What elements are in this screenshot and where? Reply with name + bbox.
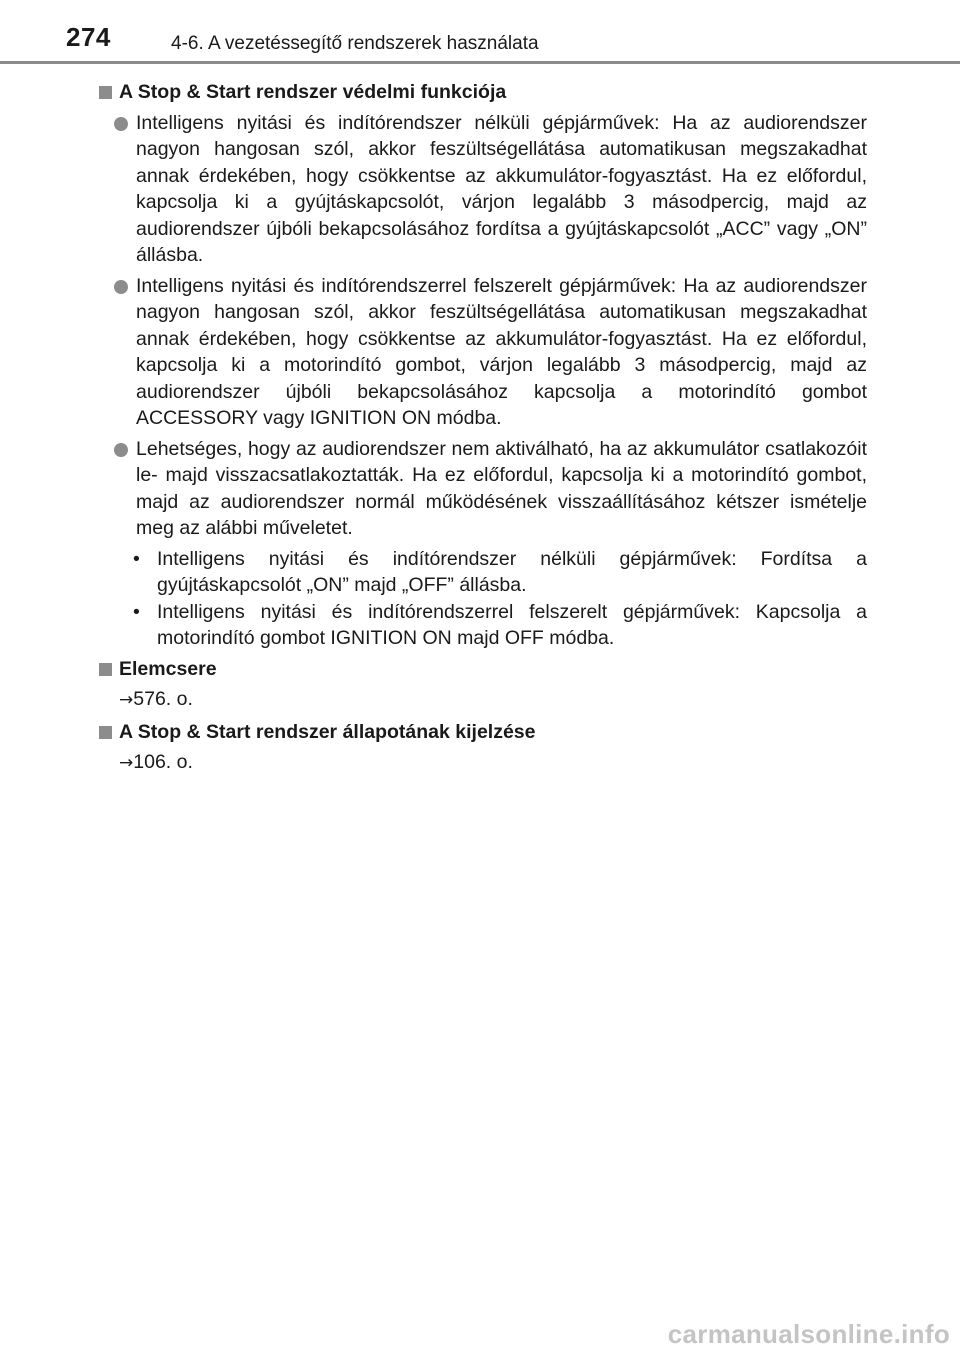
page-number: 274 bbox=[66, 22, 111, 52]
square-bullet-icon bbox=[99, 663, 112, 676]
square-bullet-icon bbox=[99, 86, 112, 99]
list-item bbox=[97, 436, 867, 542]
page-reference-text: 106. o. bbox=[133, 751, 193, 773]
sub-list-item-text: Intelligens nyitási és indítórendszer nélküli gépjárművek: Fordítsa a gyújtáskapcsolót „ON” majd „OFF” állásba. bbox=[157, 547, 867, 596]
circle-bullet-icon bbox=[114, 280, 128, 294]
sub-list-item-text: Intelligens nyitási és indítórendszerrel felszerelt gépjárművek: Kapcsolja a motorindító gombot IGNITION ON majd OFF módba. bbox=[157, 600, 867, 649]
list-item-text: Intelligens nyitási és indítórendszerrel felszerelt gépjárművek: Ha az audiorendszer nagyon hangosan szól, akkor feszültségellátása automatikusan megszakadhat annak érdekében, hogy csökkentse az akkumulátor-fogyasztást. Ha ez előfordul, kapcsolja ki a motorindító gombot, várjon legalább 3 másodpercig, majd az audiorendszer újbóli bekapcsolásához kapcsolja a motorindító gombot ACCESSORY vagy IGNITION ON módba. bbox=[136, 274, 867, 429]
circle-bullet-icon bbox=[114, 443, 128, 457]
list-item bbox=[97, 110, 867, 269]
page-reference[interactable] bbox=[97, 749, 867, 777]
sub-list-item bbox=[97, 546, 867, 599]
arrow-right-icon: → bbox=[119, 753, 134, 773]
section-heading-text: A Stop & Start rendszer állapotának kijelzése bbox=[119, 720, 536, 743]
page-reference-text: 576. o. bbox=[133, 688, 193, 710]
dot-bullet-icon: • bbox=[133, 547, 140, 570]
section-heading-battery bbox=[97, 656, 867, 683]
arrow-right-icon: → bbox=[119, 690, 134, 710]
list-item bbox=[97, 273, 867, 432]
section-heading-status bbox=[97, 719, 867, 746]
watermark: carmanualsonline.info bbox=[667, 1319, 950, 1349]
sub-list bbox=[97, 546, 867, 652]
header-rule bbox=[0, 61, 960, 64]
circle-bullet-icon bbox=[114, 117, 128, 131]
section-heading-protection bbox=[97, 79, 867, 106]
page-header bbox=[0, 0, 960, 66]
page-content bbox=[97, 79, 867, 782]
sub-list-item bbox=[97, 599, 867, 652]
section-heading-text: Elemcsere bbox=[119, 657, 217, 680]
list-item-text: Intelligens nyitási és indítórendszer nélküli gépjárművek: Ha az audiorendszer nagyon hangosan szól, akkor feszültségellátása automatikusan megszakadhat annak érdekében, hogy csökkentse az akkumulátor-fogyasztást. Ha ez előfordul, kapcsolja ki a gyújtáskapcsolót, várjon legalább 3 másodpercig, majd az audiorendszer újbóli bekapcsolásához fordítsa a gyújtáskapcsolót „ACC” vagy „ON” állásba. bbox=[136, 111, 867, 266]
list-item-text: Lehetséges, hogy az audiorendszer nem aktiválható, ha az akkumulátor csatlakozóit le- majd visszacsatlakoztatták. Ha ez előfordul, kapcsolja ki a motorindító gombot, majd az audiorendszer normál működésének visszaállításához kétszer ismételje meg az alábbi műveletet. bbox=[136, 437, 867, 539]
page-reference[interactable] bbox=[97, 686, 867, 714]
chapter-title: 4-6. A vezetéssegítő rendszerek használata bbox=[171, 33, 539, 54]
dot-bullet-icon: • bbox=[133, 600, 140, 623]
square-bullet-icon bbox=[99, 726, 112, 739]
section-heading-text: A Stop & Start rendszer védelmi funkciója bbox=[119, 81, 507, 103]
